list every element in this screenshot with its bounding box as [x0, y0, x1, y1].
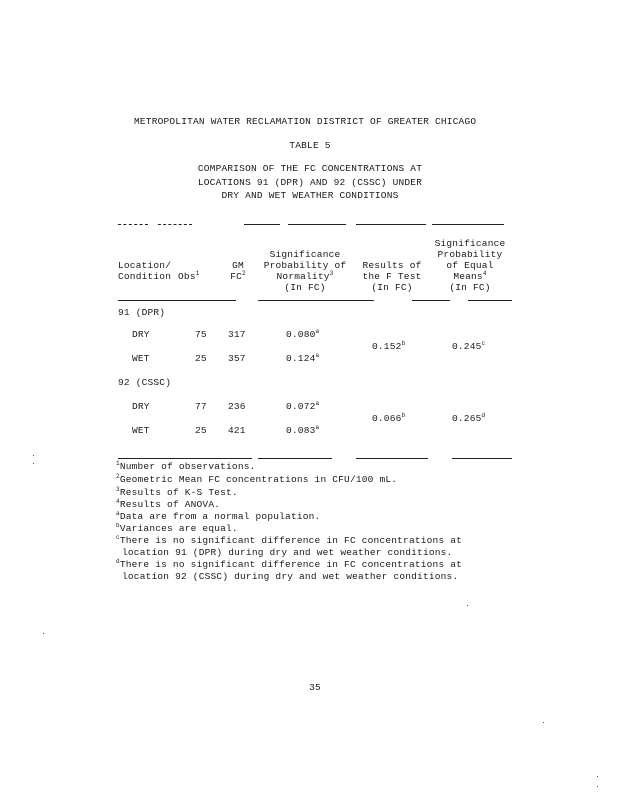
f-test-result: 0.152$^b$	[372, 340, 406, 352]
footnote-continuation: location 92 (CSSC) during dry and wet weather conditions.	[122, 571, 459, 582]
location-label: 92 (CSSC)	[118, 377, 172, 388]
table-row-condition: WET	[132, 425, 150, 436]
table-row-obs: 75	[195, 329, 207, 340]
col-header-normality: Significance Probability of Normality$^3$ (In FC)	[263, 249, 347, 293]
table-row-normality: 0.080$^a$	[286, 328, 320, 340]
equal-means-result: 0.265$^d$	[452, 412, 486, 424]
col-header-obs: Obs$^1$	[178, 270, 200, 282]
col-header-f-test: Results of the F Test (In FC)	[362, 260, 422, 293]
scan-speck	[43, 633, 44, 634]
table-row-condition: DRY	[132, 401, 150, 412]
footnote: $^3$Results of K-S Test.	[116, 486, 238, 498]
page-number: 35	[309, 682, 321, 693]
col-header-equal-means: Significance Probability of Equal Means$^4$ (In FC)	[434, 238, 506, 293]
table-row-gm-fc: 421	[228, 425, 246, 436]
header-bottom-rule	[468, 300, 512, 301]
scan-speck	[467, 605, 468, 606]
table-bottom-rule	[118, 458, 252, 459]
table-top-rule	[244, 224, 280, 225]
table-row-obs: 25	[195, 425, 207, 436]
header-bottom-rule	[412, 300, 450, 301]
table-row-normality: 0.072$^a$	[286, 400, 320, 412]
f-test-result: 0.066$^b$	[372, 412, 406, 424]
table-top-rule	[288, 224, 346, 225]
table-bottom-rule	[452, 458, 512, 459]
table-top-rule	[432, 224, 504, 225]
table-top-rule	[356, 224, 426, 225]
equal-means-result: 0.245$^c$	[452, 340, 486, 352]
scan-speck	[597, 786, 598, 787]
organization-title: METROPOLITAN WATER RECLAMATION DISTRICT OF GREATER CHICAGO	[134, 116, 477, 127]
footnote: $^a$Data are from a normal population.	[116, 510, 321, 522]
footnote-continuation: location 91 (DPR) during dry and wet weather conditions.	[122, 547, 453, 558]
table-row-gm-fc: 357	[228, 353, 246, 364]
table-row-normality: 0.083$^a$	[286, 424, 320, 436]
col-header-location: Location/ Condition	[118, 260, 172, 282]
table-row-obs: 77	[195, 401, 207, 412]
footnote: $^1$Number of observations.	[116, 460, 256, 472]
scan-speck	[597, 776, 598, 777]
table-row-condition: DRY	[132, 329, 150, 340]
table-bottom-rule	[356, 458, 428, 459]
table-caption-line-1: COMPARISON OF THE FC CONCENTRATIONS AT	[197, 163, 423, 174]
table-label: TABLE 5	[289, 140, 331, 151]
table-top-rule	[158, 224, 192, 225]
footnote: $^c$There is no significant difference in FC concentrations at	[116, 534, 463, 546]
scan-speck	[33, 455, 34, 456]
header-bottom-rule	[118, 300, 236, 301]
table-row-gm-fc: 236	[228, 401, 246, 412]
footnote: $^d$There is no significant difference in FC concentrations at	[116, 558, 463, 570]
table-bottom-rule	[258, 458, 332, 459]
table-row-obs: 25	[195, 353, 207, 364]
footnote: $^4$Results of ANOVA.	[116, 498, 221, 510]
table-caption-line-2: LOCATIONS 91 (DPR) AND 92 (CSSC) UNDER	[197, 177, 423, 188]
location-label: 91 (DPR)	[118, 307, 166, 318]
scan-speck	[33, 463, 34, 464]
footnote: $^2$Geometric Mean FC concentrations in CFU/100 mL.	[116, 473, 398, 485]
table-top-rule	[118, 224, 148, 225]
table-caption-line-3: DRY AND WET WEATHER CONDITIONS	[221, 190, 399, 201]
table-row-gm-fc: 317	[228, 329, 246, 340]
scan-speck	[543, 722, 544, 723]
header-bottom-rule	[258, 300, 374, 301]
table-row-condition: WET	[132, 353, 150, 364]
col-header-gm-fc: GM $FC^2$	[230, 260, 246, 282]
footnote: $^b$Variances are equal.	[116, 522, 238, 534]
table-row-normality: 0.124$^a$	[286, 352, 320, 364]
